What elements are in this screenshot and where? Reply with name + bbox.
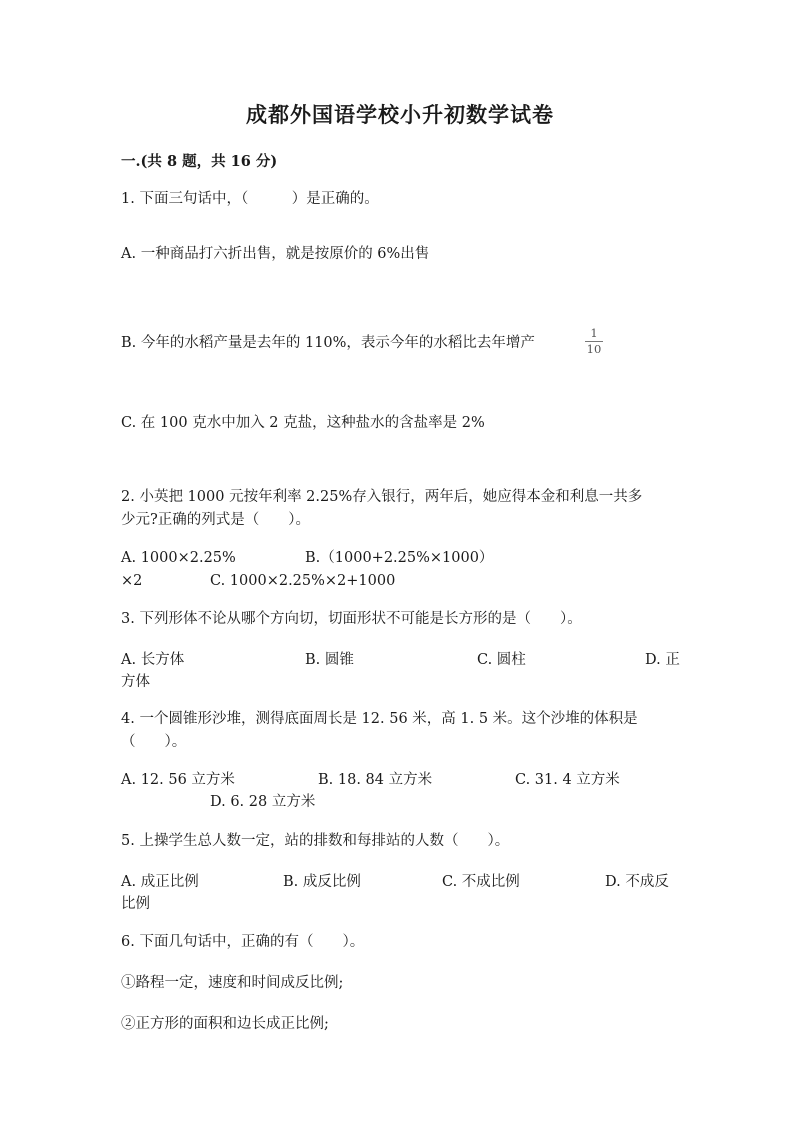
question-3-option-d: D. 正 [645,652,680,668]
question-2-stem-line1: 2. 小英把 1000 元按年利率 2.25%存入银行，两年后，她应得本金和利息一共多 [121,489,643,505]
question-1-stem: 1. 下面三句话中，（ ）是正确的。 [121,191,379,207]
question-5-option-d: D. 不成反 [605,874,669,890]
question-2-option-b: B.（1000+2.25%×1000） [305,550,494,566]
question-2-option-c: C. 1000×2.25%×2+1000 [210,573,396,589]
question-5-option-d-cont: 比例 [121,896,150,912]
fraction-one-tenth [585,327,603,356]
question-2-option-b-cont: ×2 [121,573,143,589]
page-title: 成都外国语学校小升初数学试卷 [246,102,554,127]
question-3-option-d-cont: 方体 [121,674,150,690]
fraction-numerator: 1 [590,326,598,340]
question-5-option-b: B. 成反比例 [283,874,361,890]
question-1-option-c: C. 在 100 克水中加入 2 克盐，这种盐水的含盐率是 2% [121,415,485,431]
question-5-option-c: C. 不成比例 [442,874,520,890]
question-4-option-c: C. 31. 4 立方米 [515,772,620,788]
question-1-option-a: A. 一种商品打六折出售，就是按原价的 6%出售 [121,246,430,262]
question-3-option-a: A. 长方体 [121,652,185,668]
question-4-option-d: D. 6. 28 立方米 [210,794,316,810]
question-6-statement-2: ②正方形的面积和边长成正比例; [121,1016,329,1032]
question-3-option-c: C. 圆柱 [477,652,526,668]
question-3-stem: 3. 下列形体不论从哪个方向切，切面形状不可能是长方形的是（ ）。 [121,611,582,627]
section-heading: 一.(共 8 题，共 16 分) [121,153,278,170]
question-2-option-a: A. 1000×2.25% [121,550,236,566]
fraction-denominator: 10 [586,342,602,356]
question-1-option-b: B. 今年的水稻产量是去年的 110%，表示今年的水稻比去年增产 [121,335,535,351]
question-4-option-a: A. 12. 56 立方米 [121,772,235,788]
question-5-stem: 5. 上操学生总人数一定，站的排数和每排站的人数（ ）。 [121,833,510,849]
question-6-statement-1: ①路程一定，速度和时间成反比例; [121,975,344,991]
question-4-stem-line1: 4. 一个圆锥形沙堆，测得底面周长是 12. 56 米，高 1. 5 米。这个沙堆的体积是 [121,711,638,727]
question-4-stem-line2: （ ）。 [121,734,187,750]
question-5-option-a: A. 成正比例 [121,874,199,890]
question-2-stem-line2: 少元?正确的列式是（ ）。 [121,512,311,528]
question-6-stem: 6. 下面几句话中，正确的有（ ）。 [121,934,365,950]
question-4-option-b: B. 18. 84 立方米 [318,772,433,788]
question-3-option-b: B. 圆锥 [305,652,354,668]
